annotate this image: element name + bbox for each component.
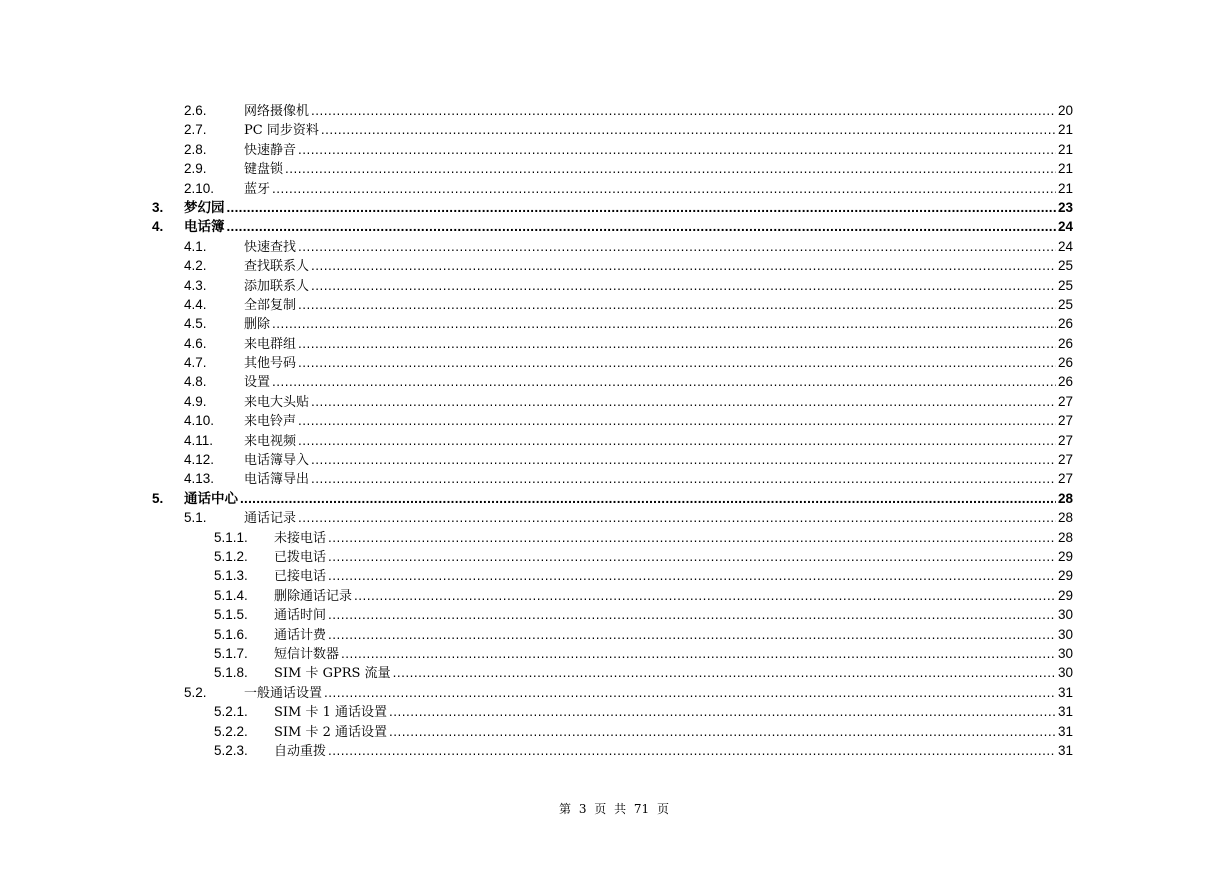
toc-entry-number: 4.4. [184, 296, 207, 312]
toc-entry[interactable] [152, 489, 1073, 508]
toc-entry-number: 4.6. [184, 335, 207, 351]
toc-dot-leader [328, 528, 1056, 547]
toc-entry-number: 4.12. [184, 452, 215, 468]
toc-entry-title: 添加联系人 [244, 278, 310, 294]
toc-entry[interactable] [152, 508, 1073, 527]
toc-entry-page-number: 29 [1057, 568, 1073, 584]
toc-entry-number: 4.5. [184, 316, 207, 332]
toc-entry-number: 5.1.5. [214, 607, 248, 623]
toc-entry[interactable] [152, 295, 1073, 314]
toc-entry-page-number: 27 [1057, 413, 1073, 429]
toc-entry-title: 通话中心 [184, 490, 238, 506]
toc-entry-number: 5.2.1. [214, 704, 248, 720]
toc-entry[interactable] [152, 469, 1073, 488]
toc-entry-title: 自动重拨 [274, 743, 327, 759]
toc-entry[interactable] [152, 159, 1073, 178]
toc-dot-leader [311, 469, 1056, 488]
toc-entry-page-number: 30 [1057, 607, 1073, 623]
toc-entry-page-number: 24 [1057, 219, 1073, 235]
toc-entry-title: 键盘锁 [244, 162, 284, 178]
toc-dot-leader [328, 547, 1056, 566]
toc-entry-page-number: 31 [1057, 723, 1073, 739]
toc-dot-leader [272, 179, 1056, 198]
toc-entry-page-number: 25 [1057, 296, 1073, 312]
toc-dot-leader [324, 683, 1056, 702]
toc-entry-number: 4.1. [184, 238, 207, 254]
table-of-contents [152, 101, 1073, 760]
toc-dot-leader [311, 276, 1056, 295]
toc-entry-title: 一般通话设置 [244, 685, 323, 701]
toc-entry[interactable] [152, 663, 1073, 682]
toc-entry-number: 4.7. [184, 355, 207, 371]
toc-entry[interactable] [152, 314, 1073, 333]
toc-dot-leader [389, 702, 1056, 721]
toc-entry-page-number: 26 [1057, 335, 1073, 351]
toc-dot-leader [240, 489, 1056, 508]
toc-entry-title: 全部复制 [244, 297, 297, 313]
toc-entry-title: PC 同步资料 [244, 123, 319, 139]
toc-entry-page-number: 21 [1057, 122, 1073, 138]
toc-dot-leader [298, 237, 1056, 256]
toc-dot-leader [328, 566, 1056, 585]
toc-entry-title: 梦幻园 [184, 199, 225, 215]
toc-entry-title: 删除 [244, 317, 271, 333]
toc-dot-leader [285, 159, 1056, 178]
toc-dot-leader [298, 431, 1056, 450]
toc-entry[interactable] [152, 217, 1073, 236]
toc-entry-number: 5.1.6. [214, 626, 248, 642]
toc-entry-page-number: 27 [1057, 432, 1073, 448]
toc-dot-leader [227, 198, 1056, 217]
toc-entry-title: 未接电话 [274, 530, 327, 546]
toc-entry-number: 5. [152, 490, 164, 506]
toc-entry-number: 4.9. [184, 393, 207, 409]
toc-dot-leader [393, 663, 1056, 682]
toc-entry-title: SIM 卡 GPRS 流量 [274, 666, 391, 682]
toc-entry-number: 5.1.3. [214, 568, 248, 584]
toc-dot-leader [311, 450, 1056, 469]
toc-entry[interactable] [152, 450, 1073, 469]
toc-entry-number: 5.2.3. [214, 742, 248, 758]
toc-entry-page-number: 28 [1057, 490, 1073, 506]
toc-entry-number: 5.1.2. [214, 548, 248, 564]
toc-entry[interactable] [152, 353, 1073, 372]
toc-entry-page-number: 20 [1057, 103, 1073, 118]
toc-entry-number: 5.2. [184, 684, 207, 700]
toc-dot-leader [298, 353, 1056, 372]
toc-entry[interactable] [152, 372, 1073, 391]
toc-entry-title: 设置 [244, 375, 271, 391]
toc-entry-page-number: 25 [1057, 258, 1073, 274]
toc-dot-leader [354, 586, 1056, 605]
toc-entry-number: 5.1.4. [214, 587, 248, 603]
toc-entry-page-number: 26 [1057, 374, 1073, 390]
toc-entry-page-number: 27 [1057, 393, 1073, 409]
toc-entry-title: 网络摄像机 [244, 104, 310, 119]
toc-entry[interactable] [152, 411, 1073, 430]
toc-entry-title: 其他号码 [244, 356, 297, 372]
toc-entry[interactable] [152, 625, 1073, 644]
toc-entry[interactable] [152, 547, 1073, 566]
toc-entry-page-number: 25 [1057, 277, 1073, 293]
toc-entry-number: 2.9. [184, 161, 207, 177]
toc-entry-page-number: 26 [1057, 355, 1073, 371]
toc-entry[interactable] [152, 741, 1073, 760]
toc-entry-page-number: 21 [1057, 141, 1073, 157]
toc-dot-leader [311, 101, 1056, 120]
toc-entry-title: SIM 卡 2 通话设置 [274, 724, 388, 740]
toc-entry-page-number: 30 [1057, 645, 1073, 661]
toc-entry[interactable] [152, 605, 1073, 624]
toc-entry-title: 已拨电话 [274, 549, 327, 565]
toc-entry[interactable] [152, 179, 1073, 198]
toc-entry-title: SIM 卡 1 通话设置 [274, 705, 388, 721]
toc-entry-number: 4.13. [184, 471, 215, 487]
toc-entry-page-number: 24 [1057, 238, 1073, 254]
toc-entry-title: 通话时间 [274, 608, 327, 624]
toc-dot-leader [298, 295, 1056, 314]
toc-entry-title: 来电大头贴 [244, 394, 310, 410]
toc-dot-leader [227, 217, 1056, 236]
toc-entry-page-number: 31 [1057, 742, 1073, 758]
toc-entry-page-number: 31 [1057, 684, 1073, 700]
toc-dot-leader [389, 722, 1056, 741]
toc-entry[interactable] [152, 644, 1073, 663]
toc-entry[interactable] [152, 140, 1073, 159]
toc-entry-number: 4.2. [184, 258, 207, 274]
toc-entry-page-number: 21 [1057, 161, 1073, 177]
toc-entry-title: 来电视频 [244, 433, 297, 449]
toc-entry[interactable] [152, 431, 1073, 450]
toc-entry[interactable] [152, 101, 1073, 120]
toc-dot-leader [328, 625, 1056, 644]
toc-dot-leader [311, 392, 1056, 411]
toc-entry[interactable] [152, 198, 1073, 217]
toc-dot-leader [311, 256, 1056, 275]
toc-entry-page-number: 27 [1057, 452, 1073, 468]
toc-entry-number: 3. [152, 199, 164, 215]
toc-entry-page-number: 28 [1057, 510, 1073, 526]
toc-dot-leader [328, 605, 1056, 624]
toc-entry-number: 4.3. [184, 277, 207, 293]
toc-entry[interactable] [152, 120, 1073, 139]
toc-entry-page-number: 31 [1057, 704, 1073, 720]
toc-entry-number: 4. [152, 219, 164, 235]
toc-entry-title: 蓝牙 [244, 181, 271, 197]
toc-entry-number: 4.11. [184, 432, 214, 448]
toc-entry[interactable] [152, 702, 1073, 721]
toc-entry-page-number: 29 [1057, 587, 1073, 603]
toc-entry-title: 电话簿导入 [244, 453, 310, 469]
toc-entry[interactable] [152, 334, 1073, 353]
toc-dot-leader [341, 644, 1056, 663]
toc-entry-title: 电话簿 [184, 219, 225, 235]
toc-entry-title: 已接电话 [274, 569, 327, 585]
toc-entry-page-number: 30 [1057, 626, 1073, 642]
toc-entry-number: 5.2.2. [214, 723, 248, 739]
toc-entry-page-number: 27 [1057, 471, 1073, 487]
toc-entry[interactable] [152, 586, 1073, 605]
toc-dot-leader [321, 120, 1056, 139]
toc-entry-page-number: 21 [1057, 180, 1073, 196]
toc-entry-page-number: 23 [1057, 199, 1073, 215]
toc-entry-number: 2.7. [184, 122, 207, 138]
toc-entry[interactable] [152, 256, 1073, 275]
toc-entry-number: 2.10. [184, 180, 215, 196]
toc-entry-number: 5.1.1. [214, 529, 248, 545]
toc-dot-leader [328, 741, 1056, 760]
toc-entry-title: 通话记录 [244, 511, 297, 527]
toc-entry-title: 快速查找 [244, 239, 297, 255]
toc-entry-title: 通话计费 [274, 627, 327, 643]
toc-dot-leader [298, 334, 1056, 353]
toc-entry-number: 5.1.7. [214, 645, 248, 661]
toc-entry-number: 4.10. [184, 413, 215, 429]
toc-dot-leader [272, 372, 1056, 391]
toc-dot-leader [272, 314, 1056, 333]
toc-entry-page-number: 29 [1057, 548, 1073, 564]
toc-entry-title: 短信计数器 [274, 646, 340, 662]
toc-entry-page-number: 30 [1057, 665, 1073, 681]
toc-entry-number: 4.8. [184, 374, 207, 390]
toc-entry-page-number: 28 [1057, 529, 1073, 545]
toc-entry-number: 2.6. [184, 103, 207, 118]
toc-entry-number: 2.8. [184, 141, 207, 157]
toc-entry-title: 查找联系人 [244, 259, 310, 275]
toc-entry-title: 删除通话记录 [274, 588, 353, 604]
toc-entry[interactable] [152, 237, 1073, 256]
toc-entry[interactable] [152, 722, 1073, 741]
toc-entry[interactable] [152, 528, 1073, 547]
page-footer: 第 3 页 共 71 页 [559, 802, 669, 816]
toc-dot-leader [298, 508, 1056, 527]
toc-entry-title: 快速静音 [244, 142, 297, 158]
toc-entry[interactable] [152, 276, 1073, 295]
toc-entry-title: 来电群组 [244, 336, 297, 352]
toc-entry-page-number: 26 [1057, 316, 1073, 332]
toc-entry[interactable] [152, 392, 1073, 411]
toc-entry-title: 来电铃声 [244, 414, 297, 430]
toc-entry-title: 电话簿导出 [244, 472, 310, 488]
toc-entry[interactable] [152, 566, 1073, 585]
toc-entry-number: 5.1. [184, 510, 207, 526]
toc-dot-leader [298, 411, 1056, 430]
toc-entry[interactable] [152, 683, 1073, 702]
toc-entry-number: 5.1.8. [214, 665, 248, 681]
toc-dot-leader [298, 140, 1056, 159]
